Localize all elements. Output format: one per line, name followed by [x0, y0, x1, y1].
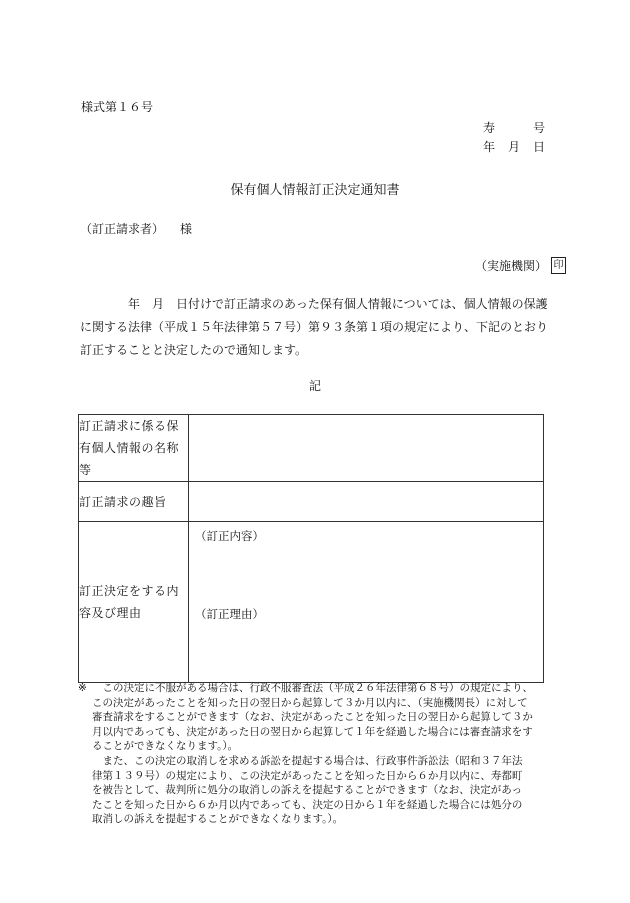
table-row	[79, 522, 544, 683]
row-label-decision	[79, 522, 189, 683]
note-line: また、この決定の取消しを求める訴訟を提起する場合は、行政事件訴訟法（昭和３７年法	[92, 754, 523, 767]
note-line: 律第１３９号）の規定により、この決定があったことを知った日から６か月以内に、寿都町	[92, 769, 523, 782]
purpose-field[interactable]	[189, 482, 544, 522]
note-line: たことを知った日から６か月以内であっても、決定の日から１年を経過した場合には処分の	[92, 798, 523, 811]
addressee	[80, 220, 192, 237]
date-line	[483, 138, 545, 155]
reference-prefix: 寿	[483, 121, 496, 135]
correction-content-label: （訂正内容）	[195, 529, 264, 543]
note-line: 審査請求をすることができます（なお、決定があったことを知った日の翌日から起算して３か	[92, 711, 533, 724]
date-year: 年	[483, 140, 496, 154]
body-line: 訂正することと決定したので通知します。	[80, 343, 308, 357]
note-paragraph-2	[78, 754, 556, 827]
note-mark: ※	[78, 682, 87, 694]
body-line: に関する法律（平成１５年法律第５７号）第９３条第１項の規定により、下記のとおり	[80, 320, 549, 334]
ki-heading: 記	[308, 379, 321, 393]
note-line: ることができなくなります。）。	[92, 740, 239, 753]
note-paragraph-1	[78, 681, 556, 754]
note-line: を被告として、裁判所に処分の取消しの訴えを提起することができます（なお、決定があっ	[92, 784, 523, 797]
note-line: この決定に不服がある場合は、行政不服審査法（平成２６年法律第６８号）の規定により、	[92, 682, 533, 694]
table-row	[79, 415, 544, 482]
row-label-purpose: 訂正請求の趣旨	[79, 482, 189, 522]
reference-number	[483, 119, 545, 136]
note-line: 取消しの訴えを提起することができなくなります。）。	[92, 813, 344, 826]
note-line: 月以内であっても、決定があった日の翌日から起算して１年を経過した場合には審査請求をす	[92, 725, 533, 738]
addressee-honorific: 様	[180, 222, 193, 236]
label-line: 訂正請求に係る保	[79, 419, 180, 433]
row-label-info-name	[79, 415, 189, 482]
note-line: この決定があったことを知った日の翌日から起算して３か月以内に、（実施機関長）に対して	[92, 696, 528, 709]
decision-table	[78, 414, 544, 683]
reference-suffix: 号	[532, 121, 545, 135]
footnote	[78, 681, 556, 827]
decision-field[interactable]	[189, 522, 544, 683]
seal-icon: 印	[551, 257, 566, 274]
label-line: 有個人情報の名称	[79, 441, 180, 455]
addressee-name: （訂正請求者）	[80, 222, 165, 236]
date-month: 月	[507, 140, 520, 154]
sender-org: （実施機関）	[475, 259, 548, 273]
body-text	[80, 293, 550, 362]
correction-reason-label: （訂正理由）	[195, 607, 264, 621]
info-name-field[interactable]	[189, 415, 544, 482]
label-line: 訂正決定をする内	[79, 584, 180, 598]
form-number: 様式第１６号	[81, 100, 154, 114]
date-day: 日	[532, 140, 545, 154]
document-title: 保有個人情報訂正決定通知書	[230, 183, 400, 198]
label-line: 容及び理由	[79, 606, 142, 620]
table-row	[79, 482, 544, 522]
sender	[475, 257, 566, 274]
label-line: 等	[79, 463, 92, 477]
body-line: 年 月 日付けで訂正請求のあった保有個人情報については、個人情報の保護	[80, 297, 548, 311]
